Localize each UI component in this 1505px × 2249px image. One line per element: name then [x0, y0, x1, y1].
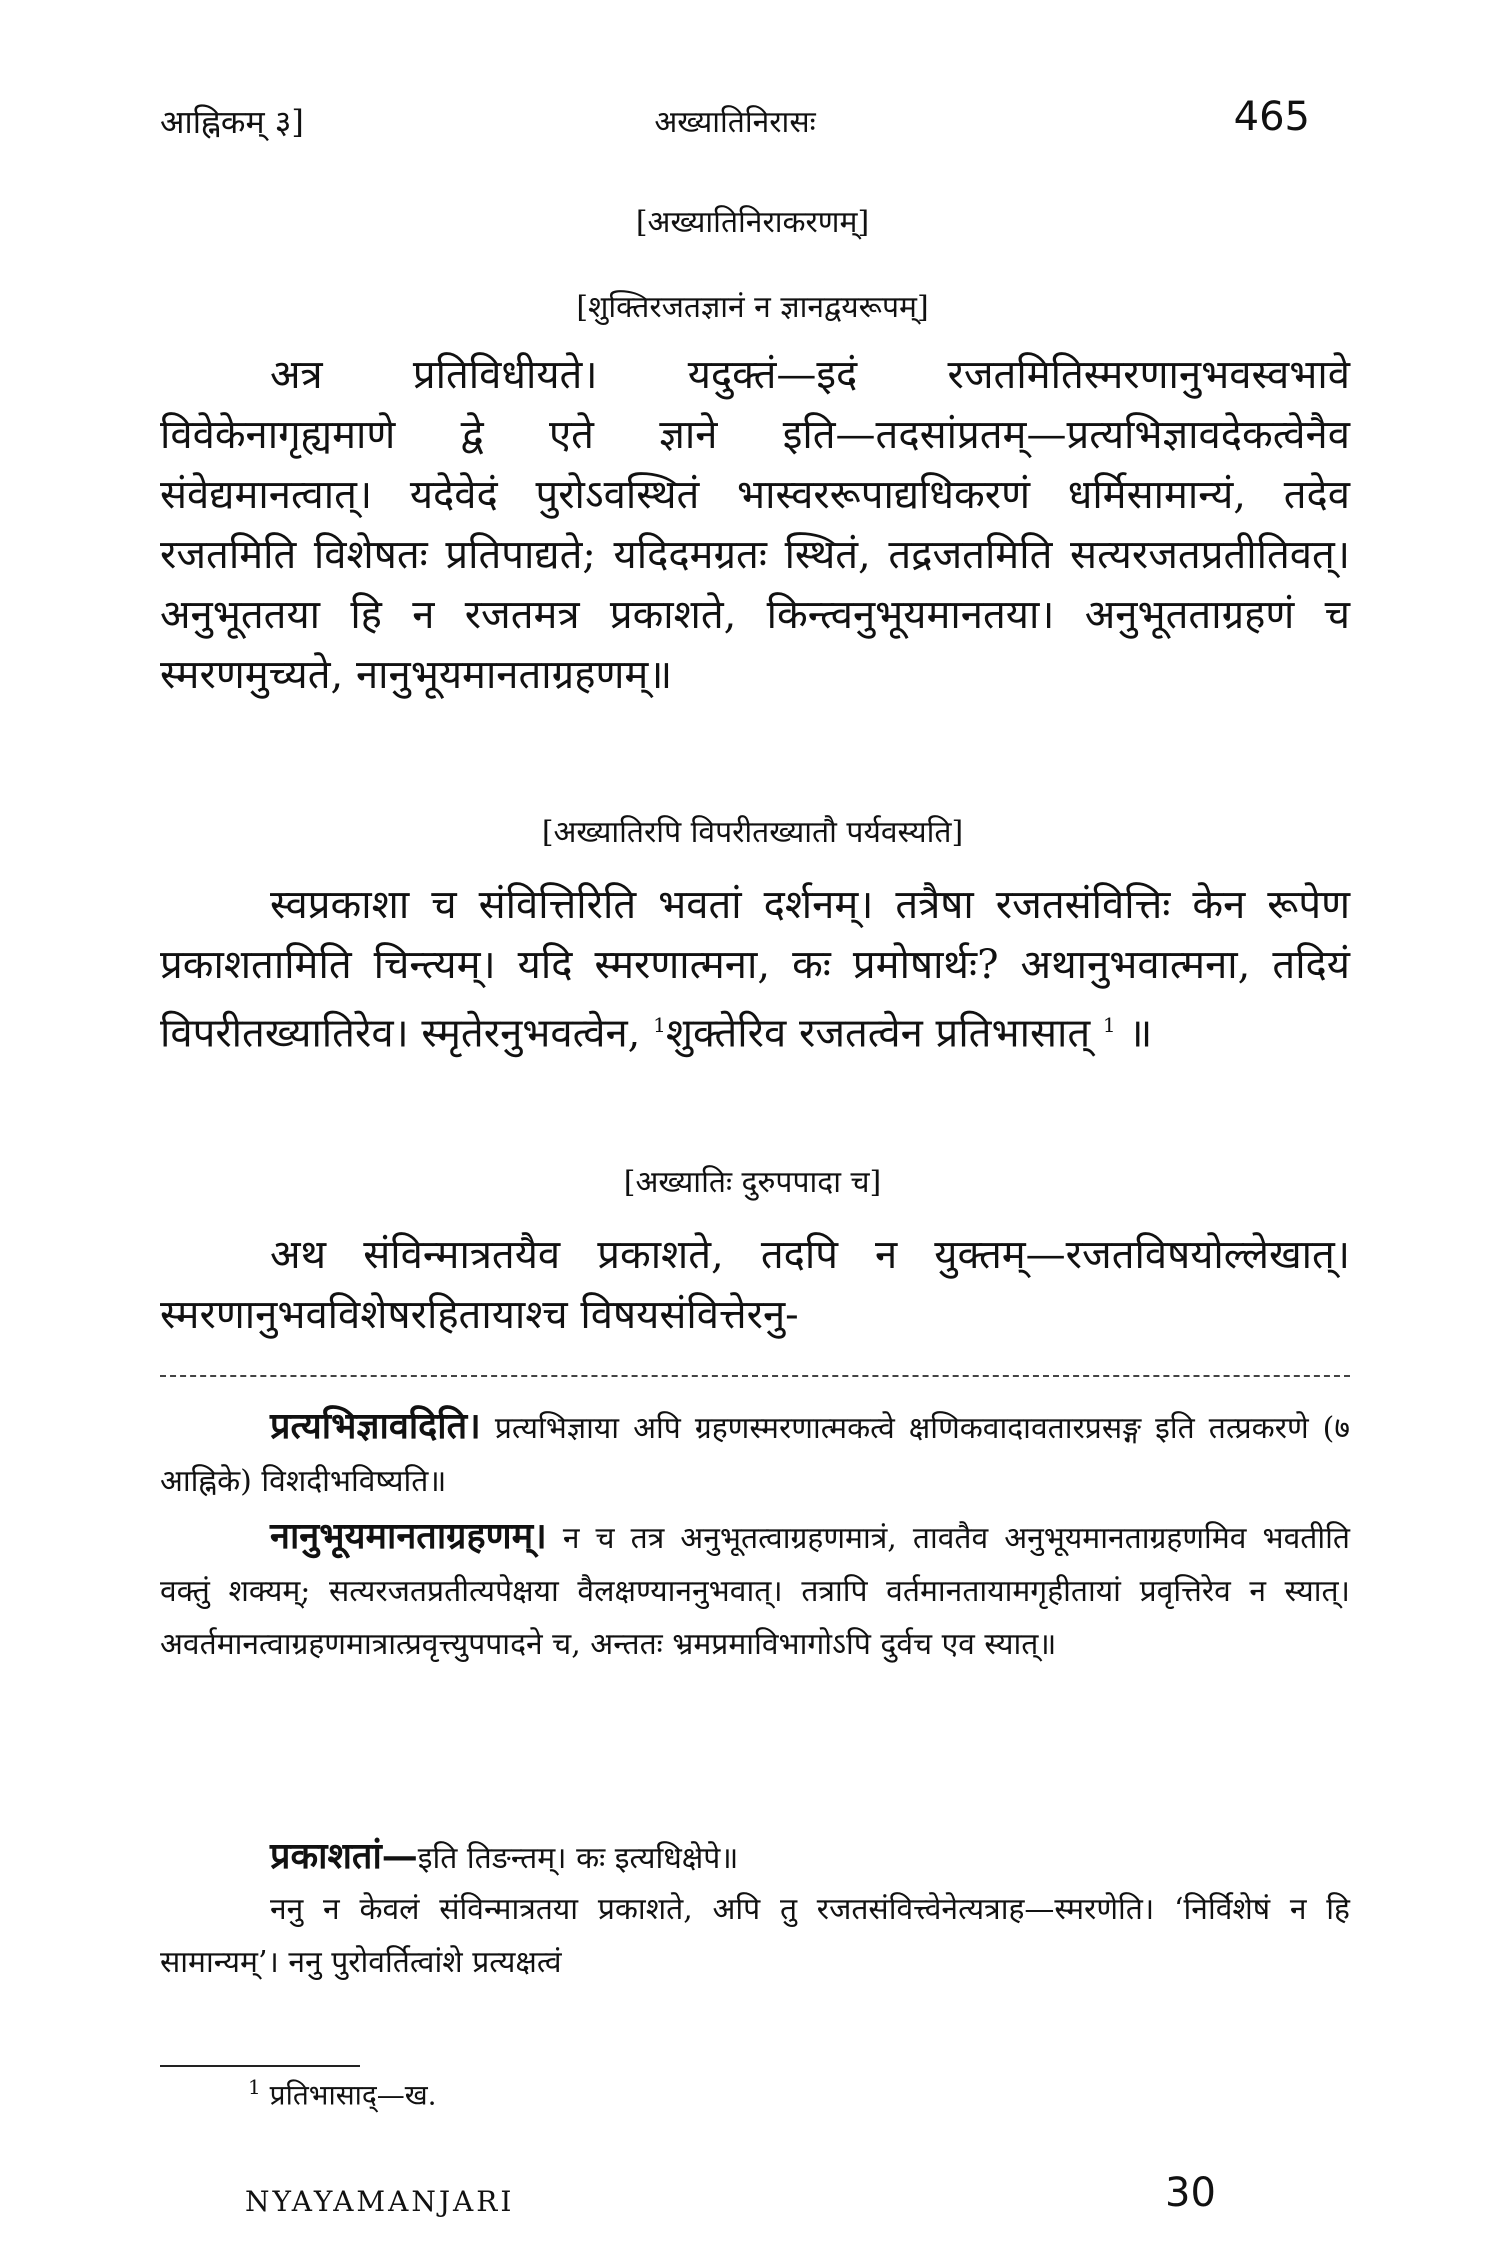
paragraph-1: अत्र प्रतिविधीयते। यदुक्तं—इदं रजतमितिस्मरणानुभवस्वभावे विवेकेनागृह्यमाणे द्वे एते ज्ञाने इति—तदसांप्रतम्—प्रत्यभिज्ञावदेकत्वेनैव संवेद्यमानत्वात्। यदेवेदं पुरोऽवस्थितं भास्वररूपाद्यधिकरणं धर्मिसामान्यं, तदेव रजतमिति विशेषतः प्रतिपाद्यते; यदिदमग्रतः स्थितं, तद्रजतमिति सत्यरजतप्रतीतिवत्। अनुभूततया हि न रजतमत्र प्रकाशते, किन्त्वनुभूयमानतया। अनुभूतताग्रहणं च स्मरणमुच्यते, नानुभूयमानताग्रहणम्॥	[160, 352, 1350, 698]
footnote-text: प्रतिभासाद्—ख.	[269, 2078, 437, 2112]
paragraph-3: अथ संविन्मात्रतयैव प्रकाशते, तदपि न युक्तम्—रजतविषयोल्लेखात्। स्मरणानुभवविशेषरहितायाश्च विषयसंवित्तेरनु-	[160, 1232, 1350, 1338]
note-lemma: प्रकाशतां—	[270, 1835, 418, 1877]
footnote	[248, 2075, 437, 2113]
footnote-marker: 1	[653, 1013, 666, 1037]
footer-title: NYAYAMANJARI	[245, 2185, 515, 2218]
paragraph-2-end: ॥	[1128, 1010, 1153, 1057]
footnote-rule	[160, 2065, 360, 2067]
paragraph-2-text: स्वप्रकाशा च संवित्तिरिति भवतां दर्शनम्। तत्रैषा रजतसंवित्तिः केन रूपेण प्रकाशतामिति चिन्त्यम्। यदि स्मरणात्मना, कः प्रमोषार्थः? अथानुभवात्मना, तदियं विपरीतख्यातिरेव। स्मृतेरनुभवत्वेन,	[160, 882, 1350, 1057]
heading-3: [अख्यातिरपि विपरीतख्यातौ पर्यवस्यति]	[541, 815, 964, 850]
footnote-marker: 1	[1102, 1013, 1116, 1037]
commentary-divider	[160, 1375, 1350, 1377]
commentary-note-1	[160, 1400, 1350, 1508]
note-lemma: प्रत्यभिज्ञावदिति।	[270, 1405, 481, 1447]
section-title: अख्यातिनिरासः	[654, 105, 816, 140]
heading-4: [अख्यातिः दुरुपपादा च]	[623, 1165, 882, 1200]
paragraph-2	[160, 875, 1350, 1063]
paragraph-2-tail: शुक्तेरिव रजतत्वेन प्रतिभासात्	[665, 1010, 1091, 1057]
note-text: न च तत्र अनुभूतत्वाग्रहणमात्रं, तावतैव अनुभूयमानताग्रहणमिव भवतीति वक्तुं शक्यम्; सत्यरजतप्रतीत्यपेक्षया वैलक्षण्याननुभवात्। तत्रापि वर्तमानतायामगृहीतायां प्रवृत्तिरेव न स्यात्। अवर्तमानत्वाग्रहणमात्रात्प्रवृत्त्युपपादने च, अन्ततः भ्रमप्रमाविभागोऽपि दुर्वच एव स्यात्॥	[160, 1521, 1350, 1662]
heading-1: [अख्यातिनिराकरणम्]	[635, 205, 870, 240]
running-head	[160, 94, 1310, 150]
chapter-label: आह्निकम् ३]	[160, 103, 304, 141]
footnote-number: 1	[248, 2075, 261, 2099]
note-text: इति तिङन्तम्। कः इत्यधिक्षेपे॥	[417, 1841, 739, 1876]
heading-2: [शुक्तिरजतज्ञानं न ज्ञानद्वयरूपम्]	[576, 290, 929, 325]
note-text: ननु न केवलं संविन्मात्रतया प्रकाशते, अपि तु रजतसंवित्त्वेनेत्यत्राह—स्मरणेति। ‘निर्विशेषं न हि सामान्यम्’। ननु पुरोवर्तित्वांशे प्रत्यक्षत्वं	[160, 1892, 1350, 1980]
commentary-note-4	[160, 1883, 1350, 1989]
signature-number: 30	[1165, 2170, 1216, 2216]
page-number: 465	[1233, 94, 1310, 140]
note-lemma: नानुभूयमानताग्रहणम्।	[270, 1515, 547, 1557]
note-text: प्रत्यभिज्ञाया अपि ग्रहणस्मरणात्मकत्वे क्षणिकवादावतारप्रसङ्ग इति तत्प्रकरणे (७ आह्निके) विशदीभविष्यति॥	[160, 1411, 1350, 1499]
commentary-note-2	[160, 1510, 1350, 1671]
commentary-note-3	[160, 1830, 1350, 1885]
